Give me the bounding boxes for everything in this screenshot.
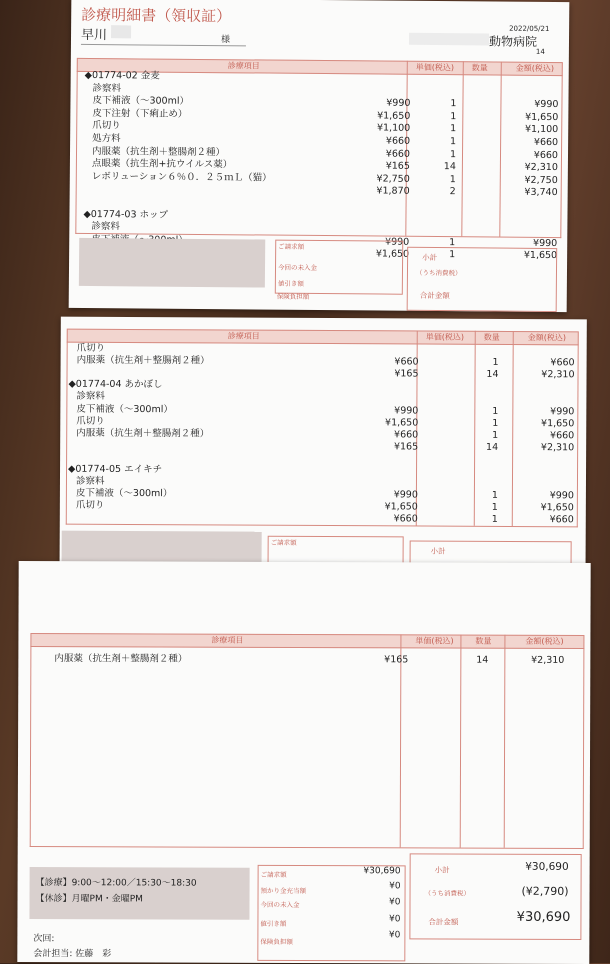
item-qty: 1 [492, 429, 499, 441]
summary-right [409, 853, 581, 940]
col-item: 診療項目 [227, 331, 260, 341]
item-amount: ¥1,650 [540, 502, 574, 514]
item-qty: 14 [486, 441, 499, 453]
item-qty: 1 [449, 173, 456, 185]
clinic-hours: 【診療】9:00～12:00／15:30～18:30 [35, 878, 197, 889]
item-price: ¥1,650 [385, 416, 419, 429]
item-price: ¥165 [384, 654, 409, 666]
col-price: 単価(税込) [415, 62, 455, 73]
item-name: レボリューション６％０．２５ｍＬ（猫） [91, 170, 272, 184]
billed-value: ¥30,690 [363, 866, 401, 877]
summary-left [275, 240, 403, 295]
billed-label: ご請求額 [278, 242, 305, 251]
unpaid-label: 今回の未入金 [260, 900, 300, 909]
item-amount: ¥2,310 [540, 441, 575, 454]
subtotal-label: 小計 [434, 865, 450, 875]
item-price: ¥1,650 [377, 110, 411, 122]
item-qty: 1 [449, 249, 456, 261]
item-amount: ¥3,740 [524, 187, 558, 199]
item-price: ¥660 [385, 148, 411, 160]
discount-label: 値引き額 [260, 919, 287, 928]
issue-date: 2022/05/21 [509, 24, 550, 34]
table-body [30, 646, 585, 849]
item-qty: 1 [450, 123, 457, 135]
summary-left [257, 865, 405, 962]
item-amount: ¥660 [550, 429, 575, 442]
item-amount: ¥990 [534, 99, 559, 111]
item-amount: ¥660 [549, 514, 574, 526]
item-amount: ¥660 [550, 357, 575, 369]
deposit-label: 預かり金充当額 [260, 886, 307, 896]
item-name: 爪切り [75, 500, 105, 512]
patient-heading: ◆01774-03 ホップ [83, 208, 169, 221]
item-qty: 1 [491, 502, 498, 514]
item-price: ¥165 [393, 441, 419, 453]
item-price: ¥990 [386, 97, 411, 109]
item-qty: 14 [486, 369, 499, 381]
tax-label: （うち消費税） [415, 268, 462, 278]
insurance-label: 保険負担額 [276, 292, 310, 301]
item-qty: 1 [450, 110, 457, 122]
item-price: ¥990 [385, 236, 410, 248]
customer-name: 早川 [80, 27, 108, 44]
discount-value: ¥0 [388, 914, 401, 925]
name-underline [81, 44, 246, 46]
item-qty: 1 [449, 148, 457, 160]
item-amount: ¥2,750 [524, 174, 558, 186]
item-amount: ¥990 [550, 405, 575, 417]
unpaid-value: ¥0 [389, 897, 401, 908]
col-price: 単価(税込) [425, 332, 465, 342]
item-price: ¥990 [393, 489, 418, 501]
item-qty: 1 [491, 490, 498, 502]
item-name: 診察料 [76, 391, 105, 403]
item-name: 爪切り [76, 342, 106, 354]
item-amount: ¥1,650 [525, 111, 559, 123]
patient-heading: ◆01774-02 金麦 [84, 69, 160, 82]
item-price: ¥1,100 [376, 122, 411, 135]
insurance-value: ¥0 [388, 930, 401, 941]
footer-block [29, 867, 249, 920]
item-qty: 2 [449, 186, 456, 198]
item-price: ¥990 [394, 404, 419, 416]
item-amount: ¥2,310 [541, 369, 575, 381]
item-name: 皮下補液（～300ml） [76, 403, 173, 415]
item-name: 皮下注射（下痢止め） [92, 107, 188, 120]
clinic-info: 14 [535, 47, 545, 56]
total-label: 合計金額 [419, 290, 450, 301]
redacted-block [79, 238, 265, 288]
total-value: ¥30,690 [516, 909, 571, 925]
item-price: ¥660 [393, 513, 418, 525]
item-price: ¥660 [394, 429, 419, 441]
item-qty: 1 [492, 417, 499, 429]
subtotal-label: 小計 [430, 546, 446, 556]
item-name: 診察料 [92, 82, 122, 94]
customer-honorific: 様 [220, 35, 231, 46]
clinic-name: 動物病院 [488, 34, 538, 49]
item-name: 点眼薬（抗生剤+抗ウイルス薬） [91, 158, 233, 171]
summary-right [407, 247, 558, 312]
discount-label: 値引き額 [277, 279, 304, 288]
patient-heading: ◆01774-05 エイキチ [68, 463, 163, 476]
billed-label: ご請求額 [270, 538, 297, 547]
col-amount: 金額(税込) [525, 636, 564, 646]
unpaid-label: 今回の未入金 [277, 263, 318, 272]
tax-label: （うち消費税） [424, 889, 471, 898]
item-amount: ¥1,650 [541, 417, 575, 429]
item-name: 爪切り [92, 120, 121, 132]
next-visit: 次回: [33, 934, 55, 945]
document-title: 診療明細書（領収証） [81, 5, 232, 26]
item-price: ¥2,750 [376, 173, 410, 185]
subtotal-value: ¥30,690 [525, 860, 569, 873]
item-qty: 1 [492, 356, 499, 369]
subtotal-label: 小計 [422, 252, 438, 263]
receipt-sheet-3 [17, 561, 590, 964]
item-qty: 14 [443, 161, 456, 173]
cashier: 会計担当: 佐藤 彩 [33, 949, 112, 960]
col-amount: 金額(税込) [527, 333, 567, 343]
col-item: 診療項目 [211, 635, 244, 645]
item-qty: 1 [450, 98, 457, 110]
item-price: ¥1,870 [376, 185, 410, 198]
item-name: 内服薬（抗生剤＋整腸剤２種） [91, 145, 226, 158]
item-name: 診察料 [75, 475, 105, 487]
deposit-value: ¥0 [389, 881, 401, 892]
item-qty: 1 [449, 236, 456, 248]
item-name: 内服薬（抗生剤＋整腸剤２種） [76, 427, 210, 440]
item-price: ¥165 [394, 368, 419, 380]
closed-days: 【休診】月曜PM・金曜PM [35, 894, 143, 905]
item-price: ¥660 [385, 135, 411, 147]
col-qty: 数量 [475, 636, 492, 646]
insurance-label: 保険負担額 [260, 937, 293, 946]
item-amount: ¥1,650 [523, 250, 558, 262]
item-price: ¥1,650 [375, 248, 410, 261]
item-price: ¥1,650 [384, 501, 418, 513]
item-name: 皮下補液（～300ml） [75, 487, 173, 500]
item-amount: ¥1,100 [524, 124, 559, 136]
item-name: 診察料 [91, 221, 120, 233]
redacted-name [111, 25, 131, 38]
item-qty: 1 [492, 405, 499, 417]
item-price: ¥165 [385, 160, 410, 172]
item-amount: ¥660 [533, 149, 559, 161]
col-qty: 数量 [471, 63, 488, 73]
billed-label: ご請求額 [260, 870, 287, 879]
item-amount: ¥2,310 [531, 654, 565, 666]
total-label: 合計金額 [428, 917, 459, 927]
item-name: 爪切り [76, 415, 105, 427]
col-item: 診療項目 [227, 61, 260, 71]
item-amount: ¥990 [533, 237, 558, 249]
item-amount: ¥2,310 [524, 161, 558, 174]
item-name: 処方料 [92, 133, 121, 145]
receipt-sheet-1 [69, 0, 570, 312]
col-price: 単価(税込) [415, 636, 454, 646]
item-name: 皮下補液（～300ml） [92, 95, 190, 108]
item-amount: ¥990 [549, 490, 574, 502]
item-amount: ¥660 [533, 136, 559, 149]
tax-value: (¥2,790) [521, 884, 569, 898]
item-qty: 14 [476, 654, 489, 666]
item-qty: 1 [450, 136, 457, 148]
item-name: 内服薬（抗生剤＋整腸剤２種） [76, 354, 210, 367]
item-price: ¥660 [394, 356, 419, 368]
col-amount: 金額(税込) [515, 63, 555, 74]
item-qty: 1 [491, 514, 498, 526]
redacted-clinic [409, 33, 489, 46]
col-qty: 数量 [483, 332, 500, 342]
item-name: 内服薬（抗生剤＋整腸剤２種） [54, 653, 188, 665]
patient-heading: ◆01774-04 あかぼし [68, 378, 163, 391]
